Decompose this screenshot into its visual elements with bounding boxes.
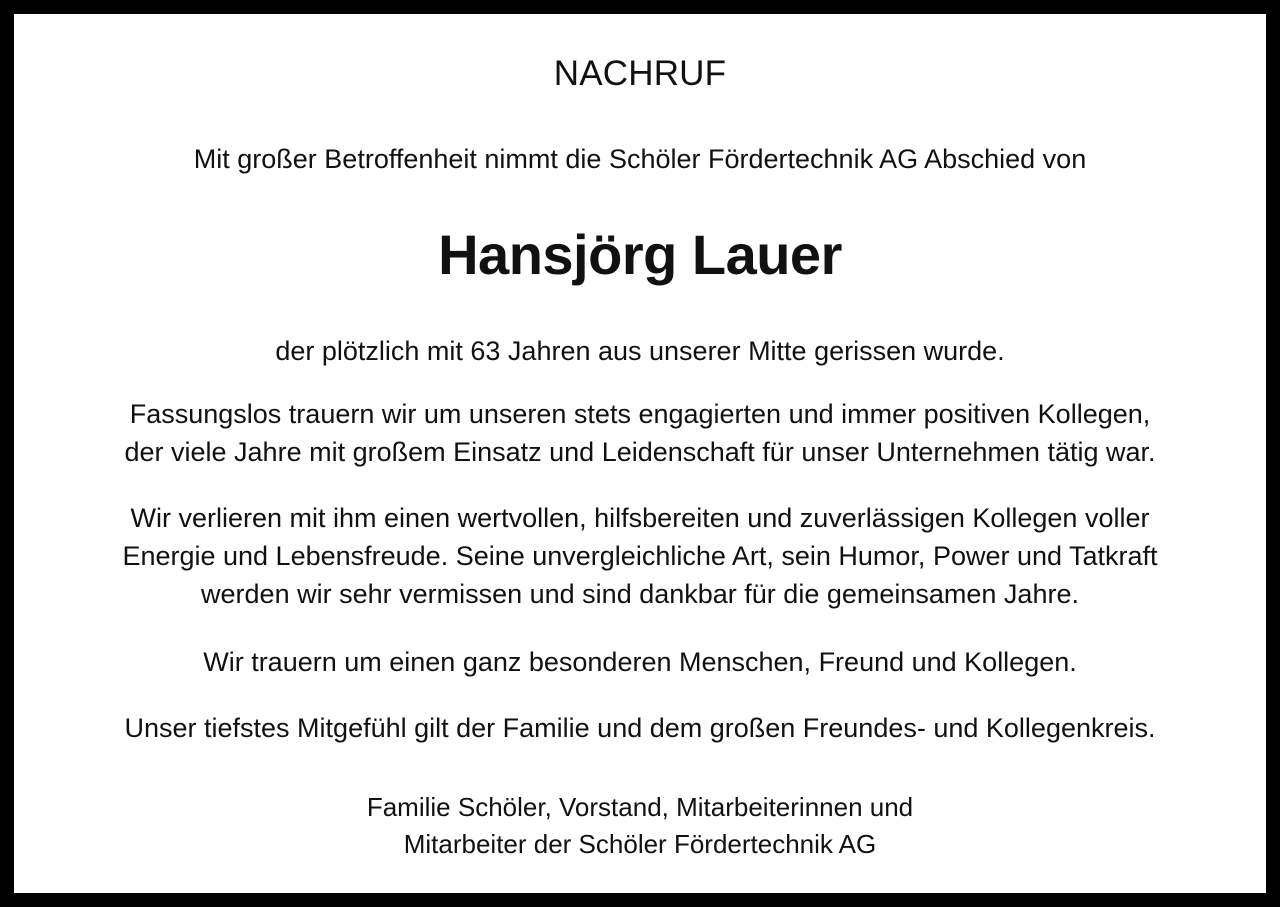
signature-line: Familie Schöler, Vorstand, Mitarbeiterinnen und <box>366 792 914 822</box>
paragraph-line: Unser tiefstes Mitgefühl gilt der Familie und dem großen Freundes- und Kollegenkreis. <box>124 713 1156 743</box>
paragraph-condolence-4 <box>14 709 1266 747</box>
paragraph-condolence-1 <box>14 395 1266 471</box>
paragraph-line: Wir trauern um einen ganz besonderen Menschen, Freund und Kollegen. <box>203 647 1077 677</box>
paragraph-line: der viele Jahre mit großem Einsatz und Leidenschaft für unser Unternehmen tätig war. <box>124 437 1156 467</box>
paragraph-line: Energie und Lebensfreude. Seine unvergleichliche Art, sein Humor, Power und Tatkraft <box>122 541 1158 571</box>
notice-heading: NACHRUF <box>553 54 727 93</box>
intro-line: Mit großer Betroffenheit nimmt die Schöler Fördertechnik AG Abschied von <box>193 144 1087 174</box>
age-line: der plötzlich mit 63 Jahren aus unserer Mitte gerissen wurde. <box>275 336 1005 366</box>
paragraph-line: werden wir sehr vermissen und sind dankbar für die gemeinsamen Jahre. <box>201 579 1079 609</box>
deceased-name: Hansjörg Lauer <box>438 223 842 286</box>
paragraph-condolence-3 <box>14 643 1266 681</box>
signature-line: Mitarbeiter der Schöler Fördertechnik AG <box>403 829 877 859</box>
paragraph-line: Wir verlieren mit ihm einen wertvollen, hilfsbereiten und zuverlässigen Kollegen voller <box>130 503 1150 533</box>
signature-block <box>14 789 1266 863</box>
obituary-notice <box>14 14 1266 893</box>
paragraph-condolence-2 <box>14 499 1266 613</box>
paragraph-line: Fassungslos trauern wir um unseren stets engagierten und immer positiven Kollegen, <box>129 399 1151 429</box>
